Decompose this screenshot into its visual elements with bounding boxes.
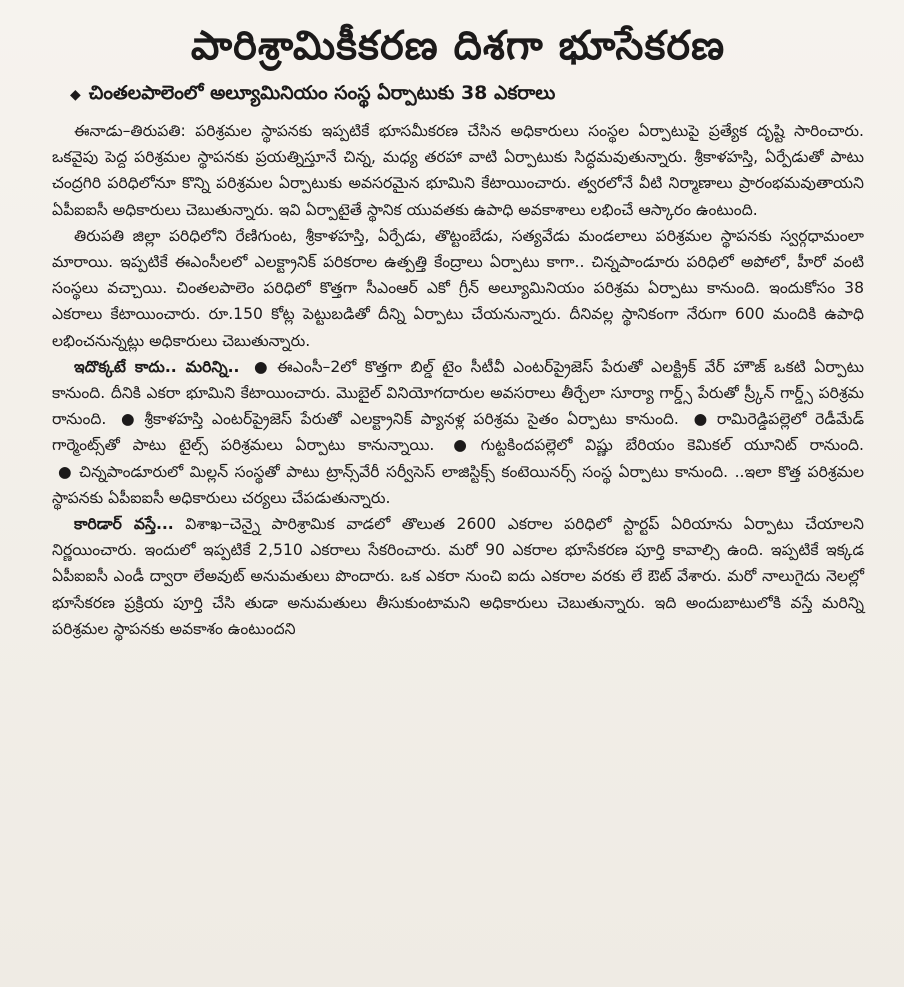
bullet-dot-icon: ●: [693, 410, 711, 429]
headline: పారిశ్రామికీకరణ దిశగా భూసేకరణ: [190, 23, 726, 69]
item-text: రామిరెడ్డిపల్లెలో రెడీమేడ్ గార్మెంట్స్‌తో పాటు టైల్స్ పరిశ్రమలు ఏర్పాటు కానున్నాయి.: [52, 410, 864, 455]
subheadline: [52, 80, 864, 108]
section-kicker: కారిడార్ వస్తే...: [74, 515, 174, 534]
bullet-dot-icon: ●: [253, 357, 272, 376]
diamond-bullet-icon: ◆: [70, 87, 81, 103]
section-more-industries: [52, 354, 864, 511]
subheadline-text: చింతలపాలెంలో అల్యూమినియం సంస్థ ఏర్పాటుకు 38 ఎకరాలు: [88, 82, 556, 104]
paragraph-1: ఈనాడు–తిరుపతి: పరిశ్రమల స్థాపనకు ఇప్పటికే భూసమీకరణ చేసిన అధికారులు సంస్థల ఏర్పాటుపై ప్రత్యేక దృష్టి సారించారు. ఒకవైపు పెద్ద పరిశ్రమల స్థాపనకు ప్రయత్నిస్తూనే చిన్న, మధ్య తరహా వాటి ఏర్పాటుకు సిద్ధమవుతున్నారు. శ్రీకాళహస్తి, ఏర్పేడుతో పాటు చంద్రగిరి పరిధిలోనూ కొన్ని పరిశ్రమల ఏర్పాటుకు అవసరమైన భూమిని కేటాయించారు. త్వరలోనే వీటి నిర్మాణాలు ప్రారంభమవుతాయని ఏపీఐఐసీ అధికారులు చెబుతున్నారు. ఇవి ఏర్పాటైతే స్థానిక యువతకు ఉపాధి అవకాశాలు లభించే ఆస్కారం ఉంటుంది.: [52, 122, 864, 219]
item-text: గుట్టకిందపల్లెలో విష్ణు బేరియం కెమికల్ యూనిట్ రానుంది.: [480, 436, 864, 455]
bullet-dot-icon: ●: [58, 462, 74, 481]
article-body: [52, 118, 864, 642]
bullet-dot-icon: ●: [121, 410, 139, 429]
section-corridor: [52, 511, 864, 642]
paragraph-2: తిరుపతి జిల్లా పరిధిలోని రేణిగుంట, శ్రీకాళహస్తి, ఏర్పేడు, తొట్టంబేడు, సత్యవేడు మండలాలు పరిశ్రమల స్థాపనకు స్వర్గధామంలా మారాయి. ఇప్పటికే ఈఎంసీలలో ఎలక్ట్రానిక్ పరికరాల ఉత్పత్తి కేంద్రాలు ఏర్పాటు కాగా.. చిన్నపాండూరు పరిధిలో అపోలో, హీరో వంటి సంస్థలు వచ్చాయి. చింతలపాలెం పరిధిలో కొత్తగా సీఎంఆర్ ఎకో గ్రీన్ అల్యూమినియం పరిశ్రమ ఏర్పాటు కానుంది. ఇందుకోసం 38 ఎకరాలు కేటాయించారు. రూ.150 కోట్ల పెట్టుబడితో దీన్ని ఏర్పాటు చేయనున్నారు. దీనివల్ల స్థానికంగా నేరుగా 600 మందికి ఉపాధి లభించనున్నట్లు అధికారులు చెబుతున్నారు.: [52, 226, 864, 350]
bullet-dot-icon: ●: [453, 436, 475, 455]
item-text: శ్రీకాళహస్తి ఎంటర్‌ప్రైజెస్ పేరుతో ఎలక్ట్రానిక్ ప్యానళ్ల పరిశ్రమ సైతం ఏర్పాటు కానుంది.: [144, 410, 679, 429]
section-text: విశాఖ–చెన్నై పారిశ్రామిక వాడలో తొలుత 2600 ఎకరాల పరిధిలో స్టార్టప్ ఏరియాను ఏర్పాటు చేయాలని నిర్ణయించారు. ఇందులో ఇప్పటికే 2,510 ఎకరాలు సేకరించారు. మరో 90 ఎకరాల భూసేకరణ పూర్తి కావాల్సి ఉంది. ఇప్పటికే ఇక్కడ ఏపీఐఐసీ ఎండీ ద్వారా లేఅవుట్ అనుమతులు పొందారు. ఒక ఎకరా నుంచి ఐదు ఎకరాల వరకు లే ఔట్ వేశారు. మరో నాలుగైదు నెలల్లో భూసేకరణ ప్రక్రియ పూర్తి చేసి తుడా అనుమతులు తీసుకుంటామని అధికారులు చెబుతున్నారు. ఇది అందుబాటులోకి వస్తే మరిన్ని పరిశ్రమల స్థాపనకు అవకాశం ఉంటుందని: [52, 515, 865, 638]
item-text: ఈఎంసీ–2లో కొత్తగా బిల్డ్ టైం సీటీవీ ఎంటర్‌ప్రైజెస్ పేరుతో ఎలక్ట్రిక్ వేర్ హౌజ్ ఒకటి ఏర్పాటు కానుంది. దీనికి ఎకరా భూమిని కేటాయించారు. మొబైల్ వినియోగదారుల అవసరాలు తీర్చేలా సూర్యా గార్డ్స్ పేరుతో స్ర్కీన్ గార్డ్స్ పరిశ్రమ రానుంది.: [52, 357, 865, 429]
item-text: చిన్నపాండూరులో మిల్లన్ సంస్థతో పాటు ట్రాన్స్‌వేరీ సర్వీసెస్ లాజిస్టిక్స్ కంటెయినర్స్ సంస్థ ఏర్పాటు కానుంది. ..ఇలా కొత్త పరిశ్రమల స్థాపనకు ఏపీఐఐసీ అధికారులు చర్యలు చేపడుతున్నారు.: [52, 462, 864, 507]
section-kicker: ఇదొక్కటే కాదు.. మరిన్ని..: [74, 357, 240, 376]
